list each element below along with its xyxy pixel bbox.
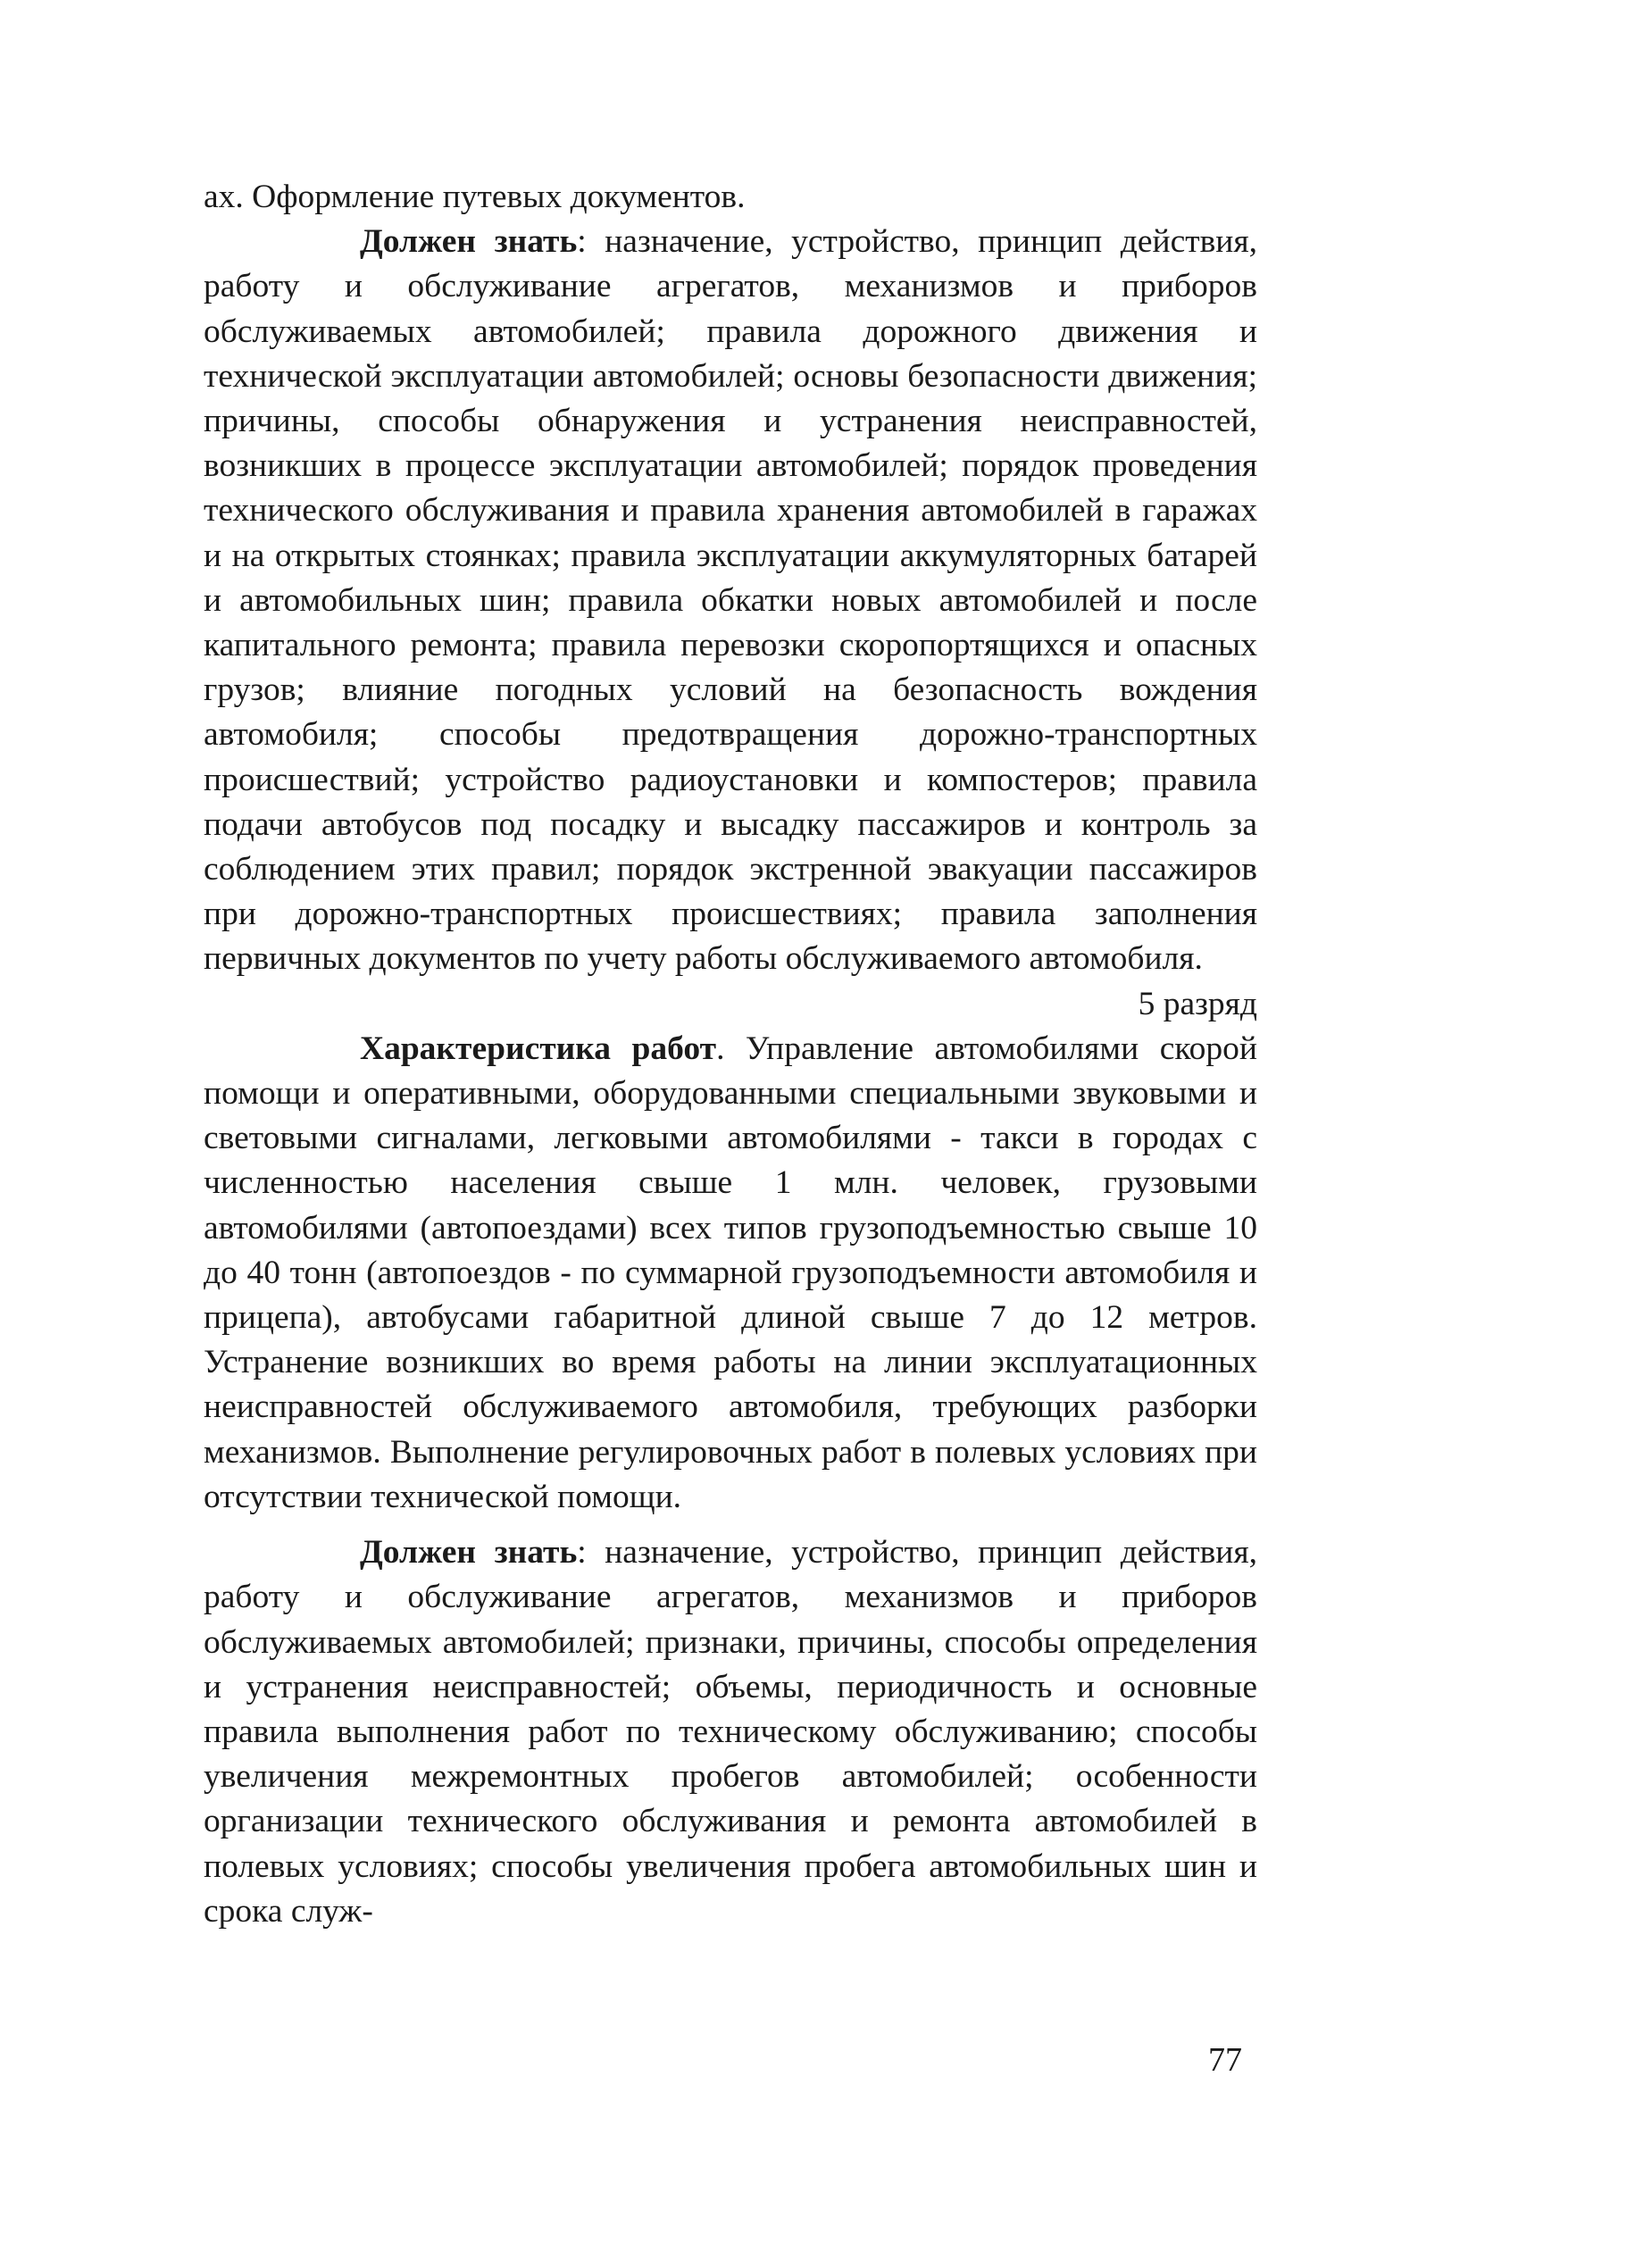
intro-line: ах. Оформление путевых документов. [204,179,746,215]
paragraph-text: : назначение, устройство, принцип действия, работу и обслуживание агрегатов, механизмов и приборов обслуживаемых автомобилей; признаки, причины, способы определения и устранения неисправностей; объемы, периодичность и основные правила выполнения работ по техническому обслуживанию; способы увеличения межремонтных пробегов автомобилей; особенности организации технического обслуживания и ремонта автомобилей в полевых условиях; способы увеличения пробега автомобильных шин и срока служ- [204,1534,1257,1930]
page-body [204,175,1257,1934]
paragraph-lead: Должен знать [360,223,578,261]
paragraph-work-characteristics [204,1027,1257,1520]
page-number: 77 [1208,2041,1242,2079]
paragraph-lead: Характеристика работ [360,1030,717,1067]
grade-heading: 5 разряд [1138,985,1257,1022]
paragraph-must-know-1 [204,220,1257,981]
paragraph-lead: Должен знать [360,1534,578,1572]
paragraph-must-know-2 [204,1530,1257,1934]
paragraph-text: : назначение, устройство, принцип действия, работу и обслуживание агрегатов, механизмов и приборов обслуживаемых автомобилей; правила дорожного движения и технической эксплуатации автомобилей; основы безопасности движения; причины, способы обнаружения и устранения неисправностей, возникших в процессе эксплуатации автомобилей; порядок проведения технического обслуживания и правила хранения автомобилей в гаражах и на открытых стоянках; правила эксплуатации аккумуляторных батарей и автомобильных шин; правила обкатки новых автомобилей и после капитального ремонта; правила перевозки скоропортящихся и опасных грузов; влияние погодных условий на безопасность вождения автомобиля; способы предотвращения дорожно-транспортных происшествий; устройство радиоустановки и компостеров; правила подачи автобусов под посадку и высадку пассажиров и контроль за соблюдением этих правил; порядок экстренной эвакуации пассажиров при дорожно-транспортных происшествиях; правила заполнения первичных документов по учету работы обслуживаемого автомобиля. [204,223,1257,978]
paragraph-text: . Управление автомобилями скорой помощи и оперативными, оборудованными специальными звуковыми и световыми сигналами, легковыми автомобилями - такси в городах с численностью населения свыше 1 млн. человек, грузовыми автомобилями (автопоездами) всех типов грузоподъемностью свыше 10 до 40 тонн (автопоездов - по суммарной грузоподъемности автомобиля и прицепа), автобусами габаритной длиной свыше 7 до 12 метров. Устранение возникших во время работы на линии эксплуатационных неисправностей обслуживаемого автомобиля, требующих разборки механизмов. Выполнение регулировочных работ в полевых условиях при отсутствии технической помощи. [204,1030,1257,1515]
